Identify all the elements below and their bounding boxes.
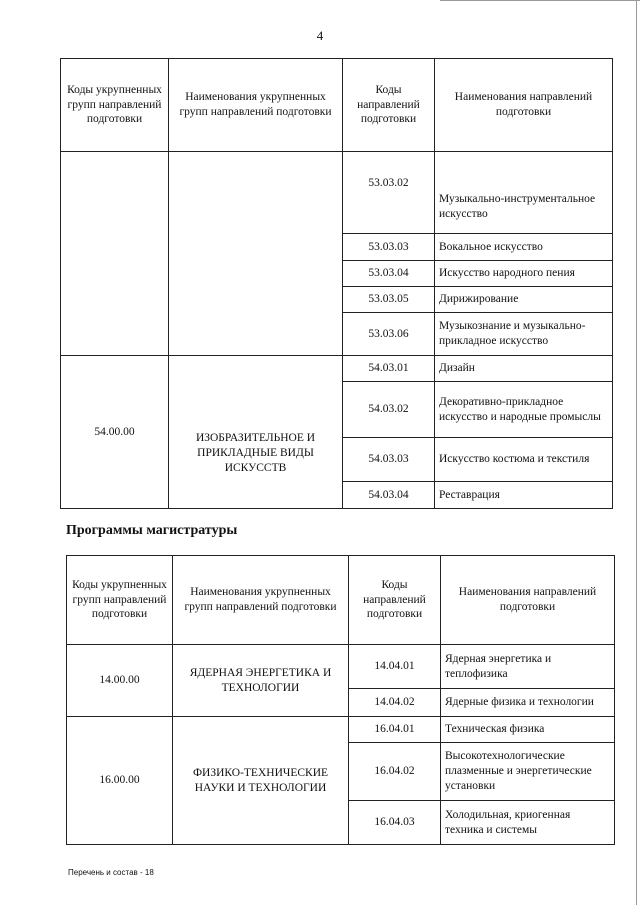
direction-name: Ядерные физика и технологии [441, 689, 615, 717]
header-direction-code: Коды направлений подготовки [343, 59, 435, 152]
scan-edge-top [440, 0, 640, 1]
direction-name: Декоративно-прикладное искусство и народные промыслы [435, 382, 613, 438]
direction-name: Техническая физика [441, 717, 615, 743]
table-row [67, 717, 615, 743]
direction-code: 54.03.04 [343, 482, 435, 509]
master-table [66, 555, 615, 845]
group-name-cell: ЯДЕРНАЯ ЭНЕРГЕТИКА И ТЕХНОЛОГИИ [173, 645, 349, 717]
direction-name: Искусство народного пения [435, 261, 613, 287]
header-group-code: Коды укрупненных групп направлений подготовки [61, 59, 169, 152]
direction-code: 14.04.02 [349, 689, 441, 717]
direction-name: Вокальное искусство [435, 234, 613, 261]
direction-code: 16.04.02 [349, 743, 441, 801]
direction-code: 16.04.03 [349, 801, 441, 845]
group-code-cell: 16.00.00 [67, 717, 173, 845]
table-row [61, 356, 613, 382]
table-header-row [67, 556, 615, 645]
header-group-name: Наименования укрупненных групп направлений подготовки [173, 556, 349, 645]
group-name-cell: ИЗОБРАЗИТЕЛЬНОЕ И ПРИКЛАДНЫЕ ВИДЫ ИСКУССТВ [169, 356, 343, 509]
bachelor-table [60, 58, 613, 509]
direction-name: Ядерная энергетика и теплофизика [441, 645, 615, 689]
direction-name: Дирижирование [435, 287, 613, 313]
direction-name: Холодильная, криогенная техника и системы [441, 801, 615, 845]
group-name-cell: ФИЗИКО-ТЕХНИЧЕСКИЕ НАУКИ И ТЕХНОЛОГИИ [173, 717, 349, 845]
direction-name: Высокотехнологические плазменные и энергетические установки [441, 743, 615, 801]
group-code-cell: 54.00.00 [61, 356, 169, 509]
header-direction-code: Коды направлений подготовки [349, 556, 441, 645]
direction-code: 53.03.06 [343, 313, 435, 356]
section-heading: Программы магистратуры [66, 523, 238, 538]
group-code-cell: 14.00.00 [67, 645, 173, 717]
footer-note: Перечень и состав - 18 [68, 868, 154, 877]
direction-name: Музыкально-инструментальное искусство [435, 152, 613, 234]
scan-edge-right [636, 0, 637, 905]
header-group-name: Наименования укрупненных групп направлений подготовки [169, 59, 343, 152]
direction-name: Дизайн [435, 356, 613, 382]
direction-code: 54.03.03 [343, 438, 435, 482]
direction-code: 53.03.04 [343, 261, 435, 287]
table-row [61, 152, 613, 234]
direction-code: 53.03.03 [343, 234, 435, 261]
direction-code: 54.03.02 [343, 382, 435, 438]
direction-name: Музыкознание и музыкально-прикладное искусство [435, 313, 613, 356]
direction-code: 53.03.05 [343, 287, 435, 313]
group-code-cell [61, 152, 169, 356]
direction-name: Искусство костюма и текстиля [435, 438, 613, 482]
group-name-cell [169, 152, 343, 356]
direction-code: 53.03.02 [343, 152, 435, 234]
header-group-code: Коды укрупненных групп направлений подготовки [67, 556, 173, 645]
header-direction-name: Наименования направлений подготовки [441, 556, 615, 645]
direction-code: 54.03.01 [343, 356, 435, 382]
header-direction-name: Наименования направлений подготовки [435, 59, 613, 152]
direction-name: Реставрация [435, 482, 613, 509]
direction-code: 14.04.01 [349, 645, 441, 689]
page-number: 4 [316, 28, 324, 43]
table-row [67, 645, 615, 689]
direction-code: 16.04.01 [349, 717, 441, 743]
table-header-row [61, 59, 613, 152]
